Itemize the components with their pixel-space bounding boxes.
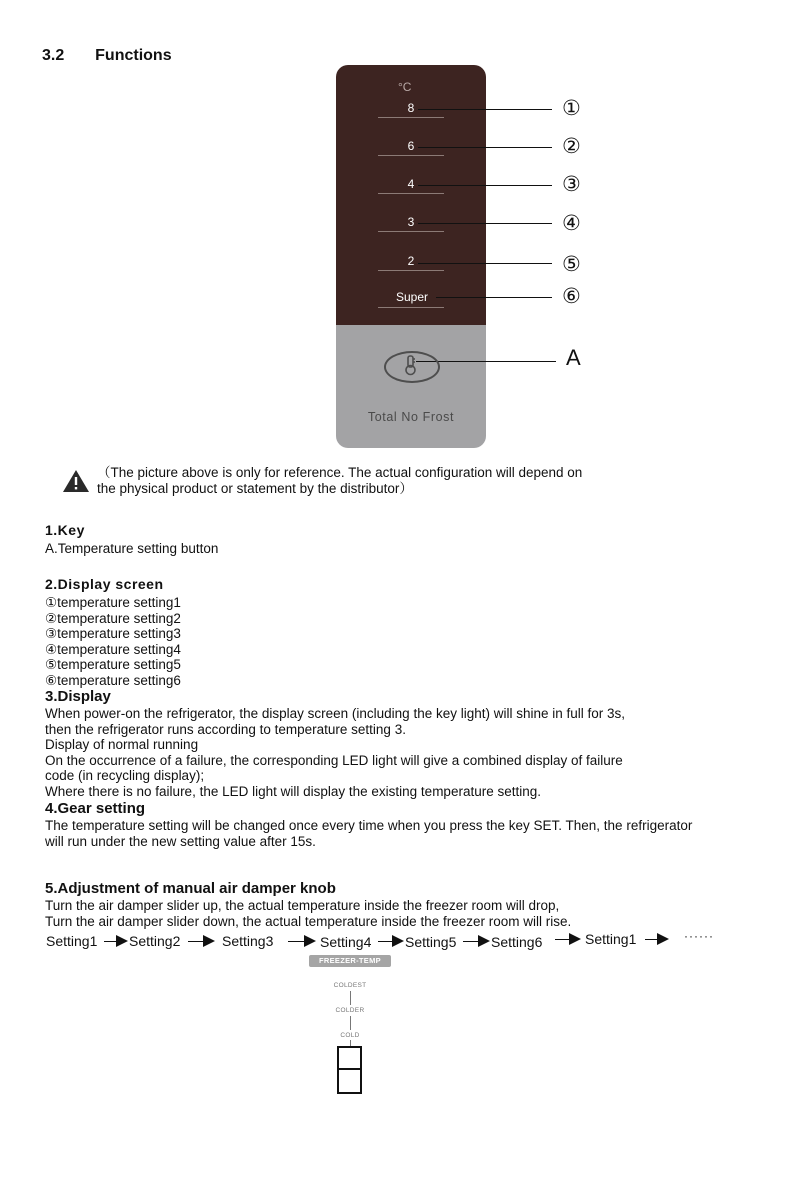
callout-line-5 <box>418 263 552 264</box>
sequence-ellipsis: ······ <box>684 929 714 943</box>
warning-triangle-icon <box>62 469 90 493</box>
arrow-right-icon <box>304 935 316 947</box>
note-line-1: （The picture above is only for reference. The actual configuration will depend on <box>97 465 583 480</box>
level-2: 2 <box>407 254 415 268</box>
level-8: 8 <box>407 101 415 115</box>
display-line: On the occurrence of a failure, the corresponding LED light will give a combined display of failure <box>45 752 623 768</box>
coldest-label: COLDEST <box>333 982 367 989</box>
damper-line: Turn the air damper slider up, the actual temperature inside the freezer room will drop, <box>45 898 560 913</box>
display-line: then the refrigerator runs according to temperature setting 3. <box>45 721 406 737</box>
arrow-right-icon <box>478 935 490 947</box>
arrow-right-icon <box>657 933 669 945</box>
sequence-arrow-line <box>288 941 304 942</box>
level-super: Super <box>395 290 429 304</box>
gear-line: will run under the new setting value after 15s. <box>45 833 316 849</box>
dial-tick <box>350 1016 351 1030</box>
sequence-arrow-line <box>463 941 478 942</box>
sequence-setting-1: Setting1 <box>46 933 98 949</box>
temperature-key-button <box>384 351 440 383</box>
damper-heading: 5.Adjustment of manual air damper knob <box>45 880 336 897</box>
level-8-underline <box>378 117 444 118</box>
key-line: A.Temperature setting button <box>45 541 219 556</box>
display-line: Display of normal running <box>45 737 199 753</box>
sequence-arrow-line <box>555 939 569 940</box>
sequence-arrow-line <box>645 939 657 940</box>
note-line-2: the physical product or statement by the distributor） <box>97 481 413 496</box>
sequence-arrow-line <box>378 941 392 942</box>
callout-line-4 <box>418 223 552 224</box>
display-screen-line: ⑤temperature setting5 <box>45 657 181 673</box>
display-line: code (in recycling display); <box>45 768 205 784</box>
level-4-underline <box>378 193 444 194</box>
gear-heading: 4.Gear setting <box>45 800 146 817</box>
key-heading: 1.Key <box>45 522 85 538</box>
dial-tick <box>350 991 351 1005</box>
callout-3: ③ <box>562 172 581 196</box>
key-panel <box>336 325 486 448</box>
thermometer-key-icon <box>384 351 436 379</box>
section-number: 3.2 <box>42 47 65 64</box>
display-screen-line: ④temperature setting4 <box>45 641 181 657</box>
arrow-right-icon <box>392 935 404 947</box>
freezer-temp-badge: FREEZER-TEMP <box>309 955 391 967</box>
display-screen-line: ①temperature setting1 <box>45 595 181 610</box>
callout-line-6 <box>436 297 552 298</box>
sequence-arrow-line <box>188 941 203 942</box>
level-3-underline <box>378 231 444 232</box>
sequence-arrow-line <box>104 941 116 942</box>
sequence-setting-3: Setting3 <box>222 933 274 949</box>
arrow-right-icon <box>116 935 128 947</box>
callout-line-3 <box>418 185 552 186</box>
sequence-setting-2: Setting2 <box>129 933 181 949</box>
callout-1: ① <box>562 96 581 120</box>
celsius-unit: °C <box>398 80 412 94</box>
damper-line: Turn the air damper slider down, the actual temperature inside the freezer room will rise. <box>45 913 572 929</box>
cold-label: COLD <box>340 1032 360 1039</box>
callout-6: ⑥ <box>562 284 581 308</box>
fridge-icon <box>337 1046 362 1094</box>
callout-line-2 <box>418 147 552 148</box>
callout-line-1 <box>418 109 552 110</box>
level-super-underline <box>378 307 444 308</box>
sequence-setting-1-repeat: Setting1 <box>585 931 637 947</box>
callout-5: ⑤ <box>562 252 581 276</box>
level-2-underline <box>378 270 444 271</box>
level-6-underline <box>378 155 444 156</box>
colder-label: COLDER <box>335 1007 365 1014</box>
display-screen-line: ③temperature setting3 <box>45 626 181 642</box>
display-screen-heading: 2.Display screen <box>45 576 164 592</box>
callout-4: ④ <box>562 211 581 235</box>
section-name: Functions <box>95 47 172 64</box>
display-screen-line: ②temperature setting2 <box>45 610 181 626</box>
section-title <box>42 47 172 65</box>
sequence-setting-6: Setting6 <box>491 934 543 950</box>
display-screen-line: ⑥temperature setting6 <box>45 673 181 688</box>
arrow-right-icon <box>569 933 581 945</box>
gear-line: The temperature setting will be changed once every time when you press the key SET. Then, the refrigerator <box>45 818 693 833</box>
sequence-setting-4: Setting4 <box>320 934 372 950</box>
fridge-divider <box>339 1068 360 1070</box>
arrow-right-icon <box>203 935 215 947</box>
callout-2: ② <box>562 134 581 158</box>
level-6: 6 <box>407 139 415 153</box>
display-line: When power-on the refrigerator, the display screen (including the key light) will shine in full for 3s, <box>45 706 626 721</box>
sequence-setting-5: Setting5 <box>405 934 457 950</box>
brand-label: Total No Frost <box>367 410 455 424</box>
display-heading: 3.Display <box>45 688 111 705</box>
level-4: 4 <box>407 177 415 191</box>
level-3: 3 <box>407 215 415 229</box>
callout-a: A <box>566 345 581 370</box>
display-line: Where there is no failure, the LED light will display the existing temperature setting. <box>45 784 541 799</box>
